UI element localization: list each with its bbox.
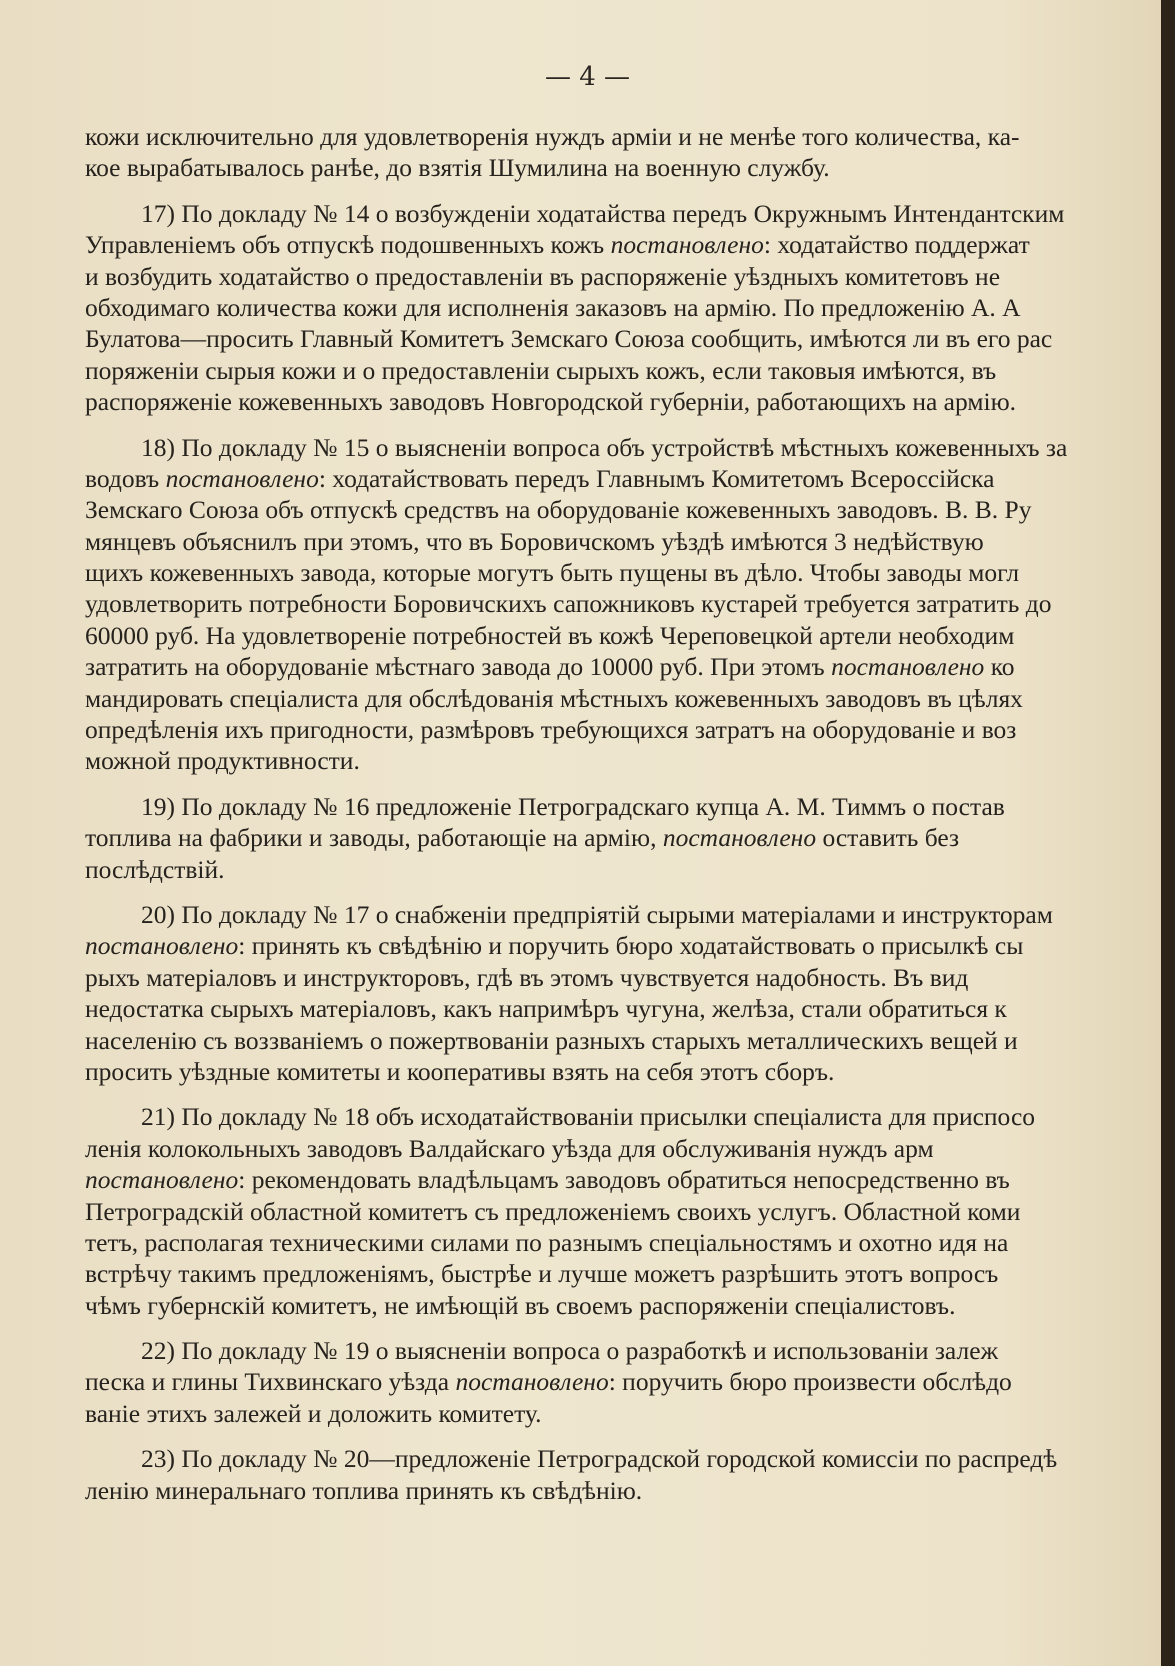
- line-text: оставить без: [816, 823, 960, 853]
- text-line: населенію съ воззваніемъ о пожертвованіи разныхъ старыхъ металлическихъ вещей и: [85, 1025, 1018, 1055]
- text-line: ленія колокольныхъ заводовъ Валдайскаго уѣзда для обслуживанія нуждъ арм: [85, 1133, 934, 1163]
- text-line: [85, 930, 1165, 961]
- line-text: : ходатайствовать передъ Главнымъ Комитетомъ Всероссійска: [318, 463, 995, 493]
- line-text: : рекомендовать владѣльцамъ заводовъ обратиться непосредственно въ: [238, 1165, 1010, 1195]
- text-line: недостатка сырыхъ матеріаловъ, какъ напримѣръ чугуна, желѣза, стали обратиться к: [85, 994, 1007, 1024]
- text-line: удовлетворить потребности Боровичскихъ сапожниковъ кустарей требуется затратить до: [85, 589, 1052, 619]
- emphasis-text: постановлено: [831, 652, 985, 682]
- line-text: водовъ: [85, 463, 166, 493]
- emphasis-text: постановлено: [610, 230, 764, 260]
- paragraph-21: [85, 1101, 1165, 1321]
- line-text: песка и глины Тихвинскаго уѣзда: [85, 1367, 456, 1397]
- emphasis-text: постановлено: [455, 1367, 609, 1397]
- text-line: [85, 229, 1165, 260]
- line-text: : принять къ свѣдѣнію и поручить бюро ходатайствовать о присылкѣ сы: [238, 931, 1024, 961]
- text-line: [85, 463, 1165, 494]
- text-line: 22) По докладу № 19 о выясненіи вопроса о разработкѣ и использованіи залеж: [141, 1336, 999, 1366]
- text-line: 23) По докладу № 20—предложеніе Петроградской городской комиссіи по распредѣ: [141, 1444, 1058, 1474]
- text-line: Булатова—просить Главный Комитетъ Земскаго Союза сообщить, имѣются ли въ его рас: [85, 324, 1053, 354]
- paragraph-22: [85, 1335, 1165, 1429]
- text-line: 19) По докладу № 16 предложеніе Петроградскаго купца А. М. Тиммъ о постав: [141, 791, 1005, 821]
- text-line: [85, 651, 1165, 682]
- line-text: топлива на фабрики и заводы, работающіе на армію,: [85, 823, 663, 853]
- line-text: : поручить бюро произвести обслѣдо: [608, 1367, 1012, 1397]
- text-line: 20) По докладу № 17 о снабженіи предпріятій сырыми матеріалами и инструкторам: [141, 899, 1053, 929]
- text-line: Земскаго Союза объ отпускѣ средствъ на оборудованіе кожевенныхъ заводовъ. В. В. Ру: [85, 495, 1032, 525]
- emphasis-text: постановлено: [85, 931, 239, 961]
- text-line: ленію минеральнаго топлива принять къ свѣдѣнію.: [85, 1475, 643, 1505]
- line-text: ко: [984, 652, 1015, 682]
- paragraph-17: [85, 198, 1165, 418]
- text-line: Петроградскій областной комитетъ съ предложеніемъ своихъ услугъ. Областной коми: [85, 1196, 1021, 1226]
- text-line: [85, 822, 1165, 853]
- text-line: можной продуктивности.: [85, 746, 360, 776]
- text-line: 21) По докладу № 18 объ исходатайствованіи присылки спеціалиста для приспосо: [141, 1102, 1036, 1132]
- paragraph-19: [85, 791, 1165, 885]
- text-line: кожи исключительно для удовлетворенія нуждъ арміи и не менѣе того количества, ка-: [85, 122, 1020, 151]
- text-line: 60000 руб. На удовлетвореніе потребностей въ кожѣ Череповецкой артели необходим: [85, 620, 1015, 650]
- text-line: кое вырабатывалось ранѣе, до взятія Шумилина на военную службу.: [85, 153, 830, 183]
- text-line: поряженіи сырыя кожи и о предоставленіи сырыхъ кожъ, если таковыя имѣются, въ: [85, 355, 997, 385]
- text-line: 17) По докладу № 14 о возбужденіи ходатайства передъ Окружнымъ Интендантским: [141, 198, 1065, 228]
- text-line: распоряженіе кожевенныхъ заводовъ Новгородской губерніи, работающихъ на армію.: [85, 387, 1017, 417]
- text-line: встрѣчу такимъ предложеніямъ, быстрѣе и лучше можетъ разрѣшить этотъ вопросъ: [85, 1259, 999, 1289]
- text-line: щихъ кожевенныхъ завода, которые могутъ быть пущены въ дѣло. Чтобы заводы могл: [85, 558, 1020, 588]
- text-line: обходимаго количества кожи для исполненія заказовъ на армію. По предложенію А. А: [85, 292, 1021, 322]
- text-line: опредѣленія ихъ пригодности, размѣровъ требующихся затратъ на оборудованіе и воз: [85, 715, 1017, 745]
- emphasis-text: постановлено: [85, 1165, 239, 1195]
- text-line: мандировать спеціалиста для обслѣдованія мѣстныхъ кожевенныхъ заводовъ въ цѣлях: [85, 683, 1023, 713]
- page-number: — 4 —: [544, 62, 631, 92]
- paragraph-continuation: [85, 121, 1165, 184]
- line-text: затратить на оборудованіе мѣстнаго завода до 10000 руб. При этомъ: [85, 652, 832, 682]
- text-line: и возбудить ходатайство о предоставленіи въ распоряженіе уѣздныхъ комитетовъ не: [85, 261, 1001, 291]
- text-line: 18) По докладу № 15 о выясненіи вопроса объ устройствѣ мѣстныхъ кожевенныхъ за: [141, 432, 1068, 462]
- text-line: [85, 1366, 1165, 1397]
- text-line: [85, 1164, 1165, 1195]
- line-text: Управленіемъ объ отпускѣ подошвенныхъ кожъ: [85, 230, 611, 260]
- paragraph-20: [85, 899, 1165, 1087]
- text-line: мянцевъ объяснилъ при этомъ, что въ Боровичскомъ уѣздѣ имѣются 3 недѣйствую: [85, 526, 984, 556]
- paragraph-23: [85, 1443, 1165, 1506]
- text-line: тетъ, располагая техническими силами по разнымъ спеціальностямъ и охотно идя на: [85, 1227, 1009, 1257]
- text-line: чѣмъ губернскій комитетъ, не имѣющій въ своемъ распоряженіи спеціалистовъ.: [85, 1290, 956, 1320]
- text-line: рыхъ матеріаловъ и инструкторовъ, гдѣ въ этомъ чувствуется надобность. Въ вид: [85, 962, 969, 992]
- body-text: [85, 121, 1165, 1506]
- emphasis-text: постановлено: [662, 823, 817, 853]
- emphasis-text: постановлено: [165, 463, 319, 493]
- text-line: просить уѣздные комитеты и кооперативы взять на себя этотъ сборъ.: [85, 1056, 835, 1086]
- text-line: послѣдствій.: [85, 854, 225, 884]
- paragraph-18: [85, 432, 1165, 777]
- text-line: ваніе этихъ залежей и доложить комитету.: [85, 1398, 542, 1428]
- line-text: : ходатайство поддержат: [763, 230, 1030, 260]
